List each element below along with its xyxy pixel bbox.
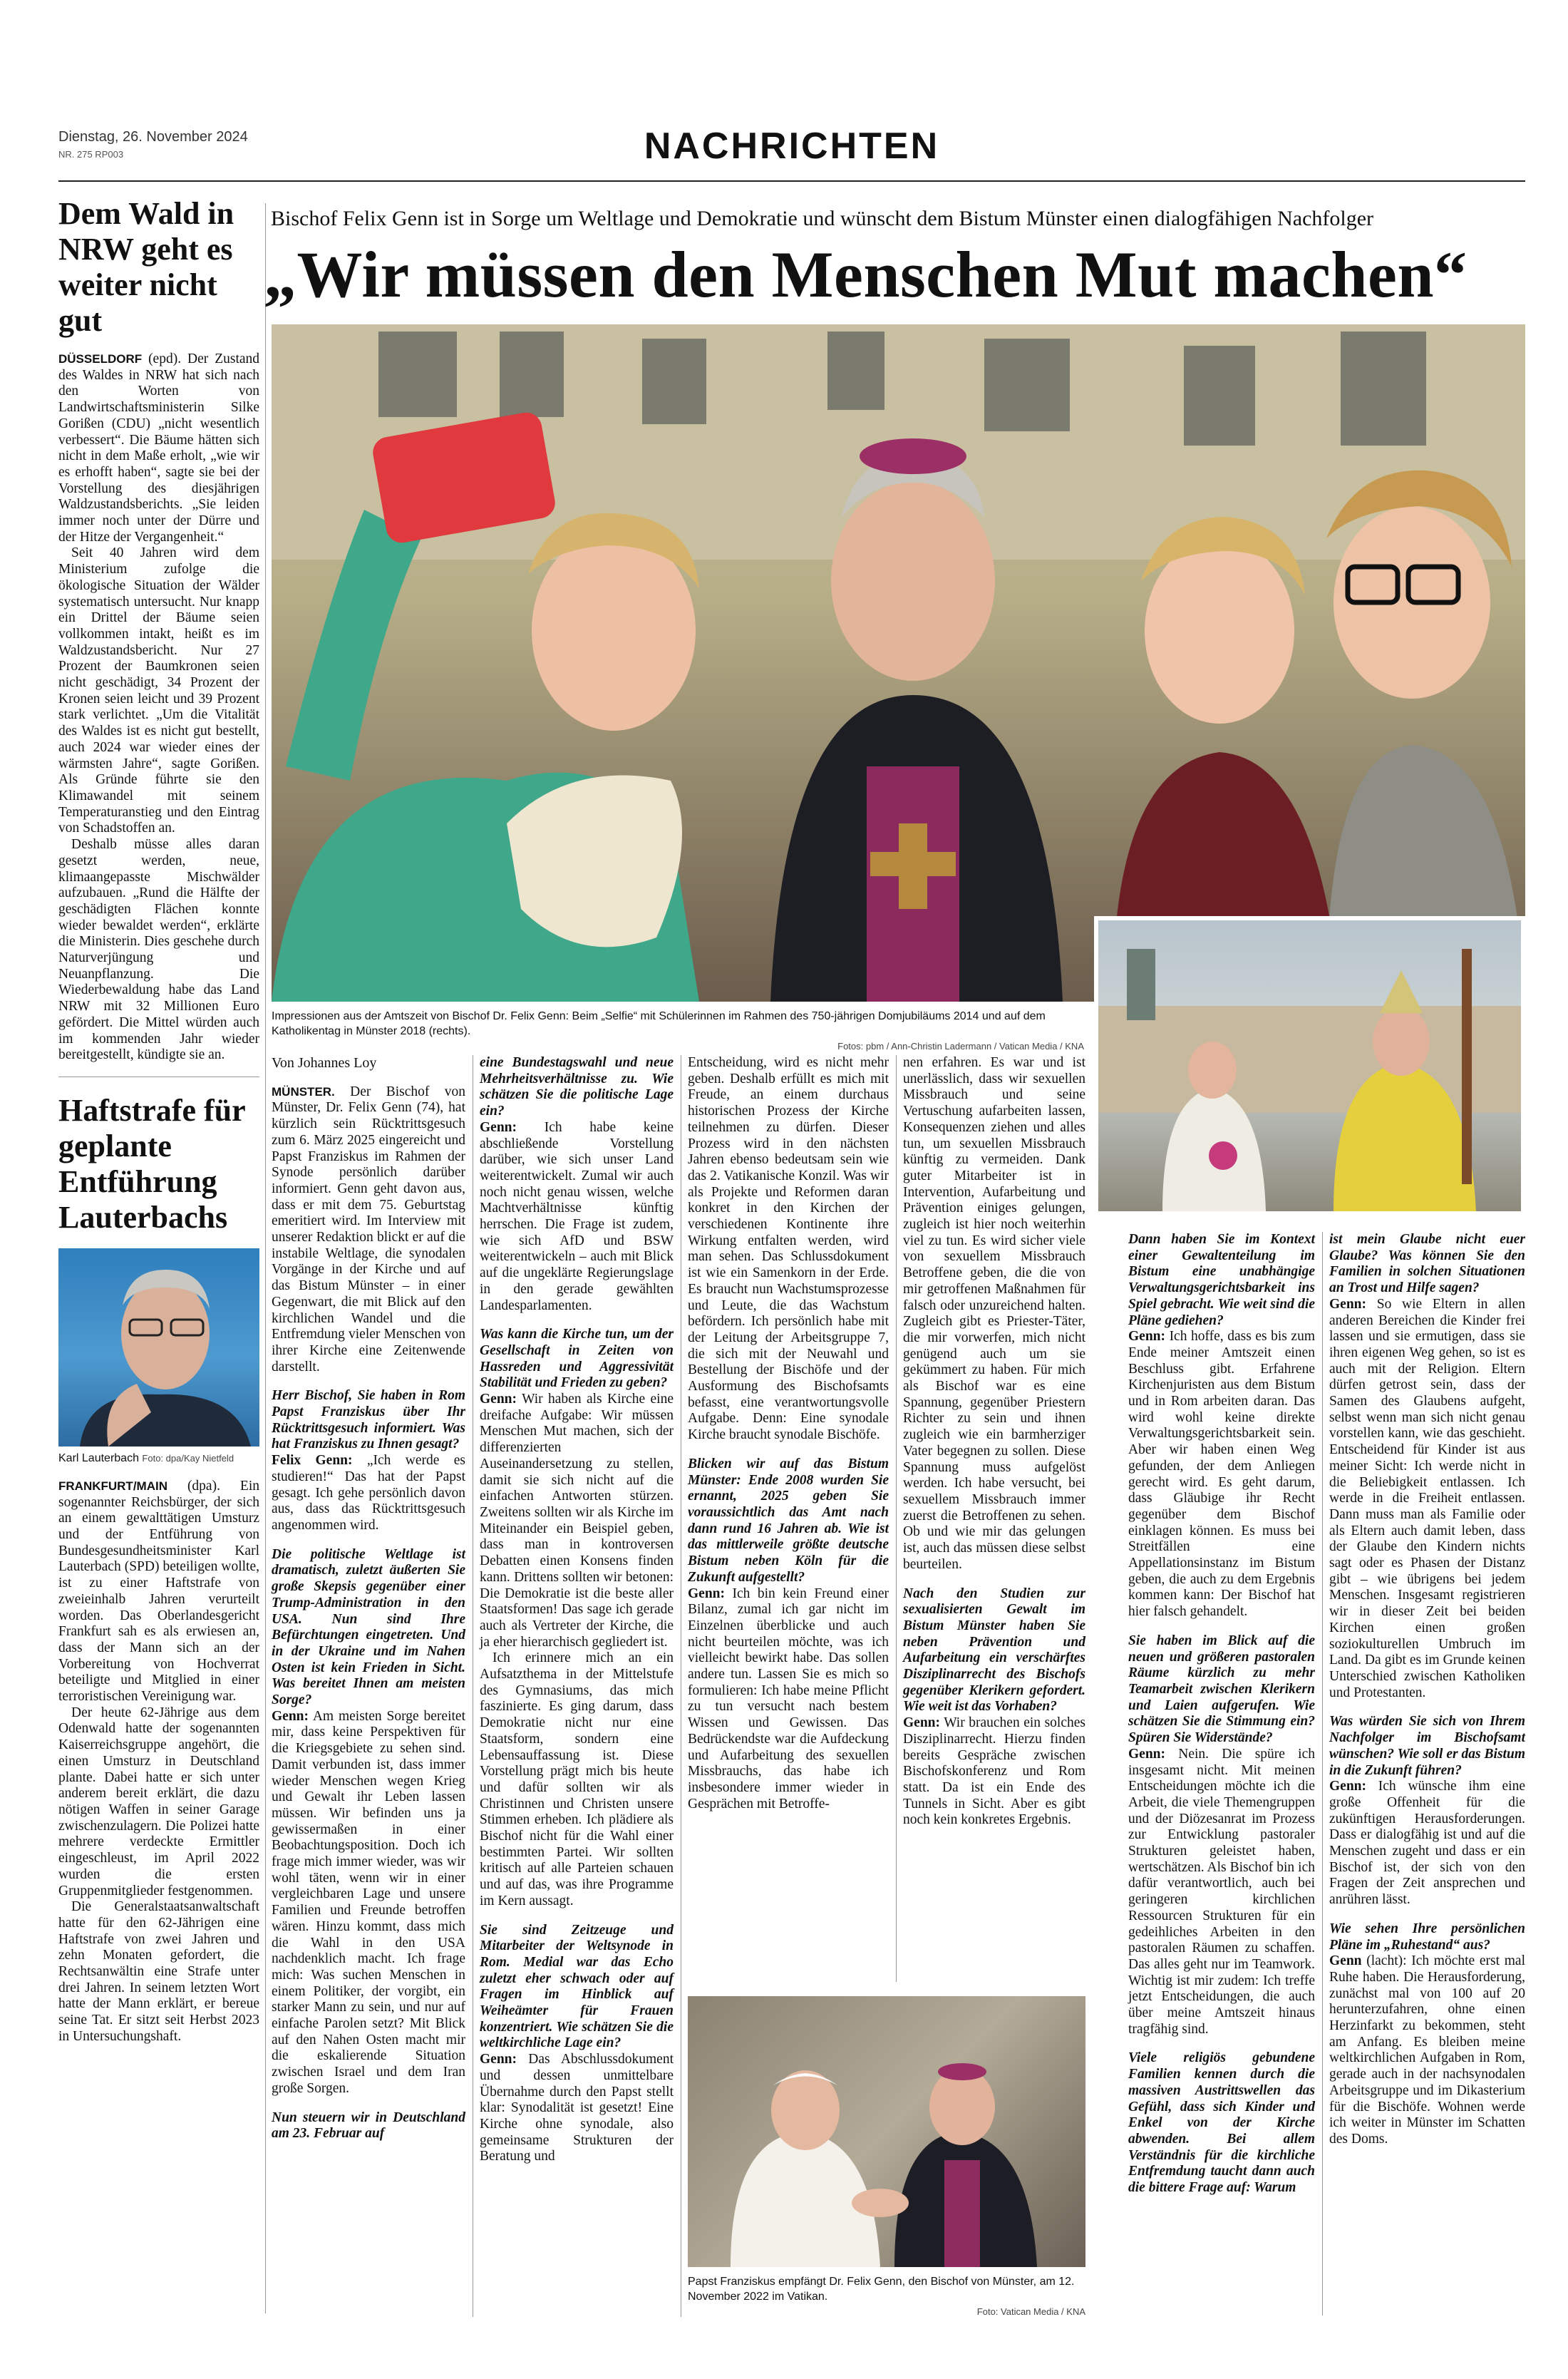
lauterbach-headline: Haftstrafe für geplante Entführung Lauterbachs bbox=[58, 1092, 245, 1235]
interview-question: Blicken wir auf das Bistum Münster: Ende 2008 wurden Sie ernannt, 2025 geben Sie voraussichtlich das Amt nach dann rund 16 Jahren ab. Wie ist das mittlerweile größte deutsche Bistum neben Köln für die Zukunft aufgestellt? bbox=[688, 1456, 889, 1585]
pope-photo-caption: Papst Franziskus empfängt Dr. Felix Genn, den Bischof von Münster, am 12. November 2022 im Vatikan. Foto: Vatican Media / KNA bbox=[688, 2276, 1085, 2317]
masthead bbox=[58, 125, 1525, 182]
column-rule bbox=[265, 203, 266, 2313]
wald-agency: (epd). bbox=[148, 351, 182, 366]
interview-answer: Genn: So wie Eltern in allen anderen Bereichen die Kinder frei lassen und sie ermutigen, dass sie ihren eigenen Weg gehen, so ist es auch mit der Religion. Eltern dürfen getrost sein, dass der Samen des Glaubens aufgeht, selbst wenn man sich nicht genau vorstellen kann, wie das geschieht. Entscheidend für Kinder ist aus meiner Sicht: Ich werde nicht in die Beliebigkeit entlassen. Ich werde in die Freiheit entlassen. Dann muss man als Familie oder als Eltern auch damit leben, dass der Glaube den Kindern nichts sagt oder es Phasen der Distanz gibt – wie übrigens bei jedem Menschen. Insgesamt registrieren wir in dieser Zeit bei beiden Kirchen einen großen soziokulturellen Umbruch im Land. Da gibt es im Grunde keinen Unterschied zwischen Katholiken und Protestanten. bbox=[1329, 1296, 1525, 1700]
interview-question: Wie sehen Ihre persönlichen Pläne im „Ruhestand“ aus? bbox=[1329, 1921, 1525, 1953]
pope-photo bbox=[688, 1996, 1085, 2267]
interview-question: ist mein Glaube nicht euer Glaube? Was können Sie den Familien in solchen Situationen an Trost und Hilfe sagen? bbox=[1329, 1232, 1525, 1296]
wald-paragraph: Seit 40 Jahren wird dem Ministerium zufolge die ökologische Situation der Wälder systematisch untersucht. Nur knapp ein Drittel der Bäume seien vollkommen intakt, heißt es im Waldzustandsbericht. Nur 27 Prozent der Baumkronen seien nicht geschädigt, 34 Prozent der Kronen seien leicht und 39 Prozent stark verlichtet. „Um die Vitalität des Waldes ist es nicht gut bestellt, auch 2024 war wieder eines der wärmsten Jahre“, sagte Gorißen. Als Gründe führte sie den Klimawandel mit seinem Temperaturanstieg und den Eintrag von Schadstoffen an. bbox=[58, 545, 259, 836]
lauterbach-photo bbox=[58, 1248, 259, 1447]
column-rule bbox=[896, 1055, 897, 1982]
speaker-label: Genn: bbox=[1329, 1296, 1367, 1312]
issue-number: NR. 275 RP003 bbox=[58, 149, 124, 160]
speaker-label: Felix Genn: bbox=[272, 1453, 353, 1469]
speaker-label: Genn bbox=[1329, 1953, 1362, 1969]
wald-paragraph: Deshalb müsse alles daran gesetzt werden, neue, klimaangepasste Mischwälder aufzubauen. „Rund die Hälfte der geschädigten Flächen konnte wieder bewaldet werden“, erklärte die Ministerin. Dies geschehe durch Naturverjüngung und Neuanpflanzung. Die Wiederbewaldung habe das Land NRW mit 32 Millionen Euro gefördert. Die Mittel würden auch im kommenden Jahr wieder bereitgestellt, kündigte sie an. bbox=[58, 837, 259, 1063]
interview-question: Herr Bischof, Sie haben in Rom Papst Franziskus über Ihr Rücktrittsgesuch informiert. Was hat Franziskus zu Ihnen gesagt? bbox=[272, 1388, 465, 1452]
speaker-label: Genn: bbox=[480, 1119, 517, 1135]
wald-dateline: DÜSSELDORF bbox=[58, 352, 143, 366]
interview-question: Dann haben Sie im Kontext einer Gewaltenteilung im Bistum eine unabhängige Verwaltungsgerichtsbarkeit ins Spiel gebracht. Wie weit sind die Pläne gediehen? bbox=[1128, 1232, 1315, 1328]
article-paragraph: nen erfahren. Es war und ist unerlässlich, dass wir sexuellen Missbrauch und seine Vertuschung aufarbeiten lassen, Konsequenzen ziehen und alles tun, um sexuellen Missbrauch künftig zu vermeiden. Dank guter Mitarbeiter ist in Intervention, Aufarbeitung und Prävention einiges gelungen, zugleich ist hier noch weiterhin viel zu tun. Es wird sicher viele von sexuellem Missbrauch Betroffene geben, die die von mir getroffenen Maßnahmen für falsch oder unzureichend halten. Zugleich gibt es Priester-Täter, die mir vorwerfen, mich nicht genügend auch um sie gekümmert zu haben. Für mich als Bischof war es eine Spannung, gegenüber Priestern Richter zu sein und ihnen zugleich wie ein barmherziger Vater begegnen zu sollen. Diese Spannung muss aufgelöst werden. Ich habe versucht, bei sexuellem Missbrauch immer zuerst die Betroffenen zu sehen. Ob und wie mir das gelungen ist, auch das müssen diese selbst beurteilen. bbox=[903, 1055, 1085, 1572]
wald-paragraph: DÜSSELDORF (epd). Der Zustand des Waldes in NRW hat sich nach den Worten von Landwirtschaftsministerin Silke Gorißen (CDU) „nicht wesentlich verbessert“. Die Bäume hätten sich nicht in dem Maße erholt, „wie wir es erhofft haben“, sagte sie bei der Vorstellung des diesjährigen Waldzustandsberichts. „Sie leiden immer noch unter der Dürre und der Hitze der Vergangenheit.“ bbox=[58, 351, 260, 545]
left-column bbox=[58, 196, 259, 2045]
section-title: NACHRICHTEN bbox=[644, 125, 940, 167]
article-column-5 bbox=[1128, 1232, 1315, 2196]
article-column-2 bbox=[480, 1055, 674, 2165]
interview-question: Was kann die Kirche tun, um der Gesellschaft in Zeiten von Hassreden und Aggressivität Stabilität und Frieden zu geben? bbox=[480, 1327, 674, 1391]
interview-answer: Genn: Nein. Die spüre ich insgesamt nicht. Mit meinen Entscheidungen möchte ich die Arbeit, die viele Themengruppen und der Diözesanrat im Prozess zur Entwicklung pastoraler Strukturen geleistet haben, wertschätzen. Als Bischof bin ich dafür verantwortlich, auch bei geringeren kirchlichen Ressourcen Strukturen für ein gedeihliches Arbeiten in den pastoralen Räumen zu schaffen. Das alles geht nur im Teamwork. Wichtig ist mir zudem: Ich treffe jetzt Entscheidungen, die auch über meine Amtszeit hinaus tragfähig sind. bbox=[1128, 1746, 1315, 2037]
interview-answer: Genn: Wir haben als Kirche eine dreifache Aufgabe: Wir müssen Menschen Mut machen, sich der differenzierten Auseinandersetzung zu stellen, damit sie sich nicht auf die einfachen Antworten stürzen. Zweitens sollten wir als Kirche im Miteinander ein Beispiel geben, dass man in kontroversen Debatten einen Konsens finden kann. Drittens sollten wir betonen: Die Demokratie ist die beste aller Staatsformen! Das sage ich gerade auch als Vertreter der Kirche, die ja eher hierarchisch gegliedert ist. bbox=[480, 1392, 674, 1650]
interview-question: Nach den Studien zur sexualisierten Gewalt im Bistum Münster haben Sie neben Prävention und Aufarbeitung ein verschärftes Disziplinarrecht des Bischofs gegenüber Klerikern gefordert. Wie weit ist das Vorhaben? bbox=[903, 1586, 1085, 1715]
speaker-label: Genn: bbox=[1128, 1746, 1166, 1762]
byline: Von Johannes Loy bbox=[272, 1055, 377, 1071]
lauterbach-paragraph: FRANKFURT/MAIN (dpa). Ein sogenannter Reichsbürger, der sich an einem gewalttätigen Umsturz und der Entführung von Bundesgesundheitsminister Karl Lauterbach (SPD) beteiligen wollte, ist zu einer Haftstrafe von zweieinhalb Jahren verurteilt worden. Das Oberlandesgericht Frankfurt sah es als erwiesen an, dass der Mann sich an der Vorbereitung von Hochverrat beteiligte und Mitglied in einer terroristischen Vereinigung war. bbox=[58, 1478, 260, 1705]
dateline: MÜNSTER. bbox=[272, 1084, 335, 1099]
speaker-label: Genn: bbox=[1329, 1779, 1367, 1794]
interview-question: Sie sind Zeitzeuge und Mitarbeiter der Weltsynode in Rom. Medial war das Echo zuletzt eher schwach oder auf Fragen im Hinblick auf Weiheämter für Frauen konzentriert. Wie schätzen Sie die weltkirchliche Lage ein? bbox=[480, 1922, 674, 2051]
speaker-label: Genn: bbox=[903, 1715, 941, 1731]
speaker-label: Genn: bbox=[272, 1708, 309, 1724]
lauterbach-caption: Karl Lauterbach Foto: dpa/Kay Nietfeld bbox=[58, 1451, 234, 1464]
wald-headline: Dem Wald in NRW geht es weiter nicht gut bbox=[58, 196, 234, 338]
interview-answer: Genn: Ich habe keine abschließende Vorstellung darüber, wie sich unser Land weiterentwickelt. Zumal wir auch noch nicht genau wissen, welche Machtverhältnisse künftig herrschen. Die Frage ist zudem, wie sich AfD und BSW weiterentwickeln – auch mit Blick auf die ungeklärte Regierungslage in den gerade gewählten Landesparlamenten. bbox=[480, 1119, 674, 1313]
article-column-3 bbox=[688, 1055, 889, 1812]
article-column-1 bbox=[272, 1055, 465, 2142]
interview-question: eine Bundestagswahl und neue Mehrheitsverhältnisse zu. Wie schätzen Sie die politische Lage ein? bbox=[480, 1055, 674, 1119]
main-headline: „Wir müssen den Menschen Mut machen“ bbox=[264, 238, 1468, 311]
interview-answer: Genn: Ich bin kein Freund einer Bilanz, zumal ich gar nicht im Einzelnen überblicke und auch nicht beurteilen möchte, was ich vielleicht bewirkt habe. Das sollen andere tun. Lassen Sie es mich so formulieren: Ich habe meine Pflicht zu tun versucht nach bestem Wissen und Gewissen. Das Bedrückendste war die Aufdeckung und Aufarbeitung des sexuellen Missbrauchs, das habe ich insbesondere immer wieder in Gesprächen mit Betroffe- bbox=[688, 1586, 889, 1812]
interview-answer: Genn: Am meisten Sorge bereitet mir, dass keine Perspektiven für die Kriegsgebiete zu sehen sind. Damit verbunden ist, dass immer wieder Menschen wegen Krieg und Gewalt ihr Leben lassen müssen. Wir befinden uns ja gewissermaßen in einer Beobachtungsposition. Doch ich frage mich immer wieder, was wir wohl täten, wenn wir in einer vergleichbaren Lage und unsere Familien und Freunde betroffen wären. Hinzu kommt, dass mich die Wahl in den USA nachdenklich macht. Ich frage mich: Was suchen Menschen in einem Politiker, der vorgibt, ein starker Mann zu sein, und nur auf einfache Parolen setzt? Mit Blick auf den Nahen Osten macht mir die eskalierende Situation zwischen Israel und dem Iran große Sorgen. bbox=[272, 1708, 465, 2096]
katholikentag-photo bbox=[1094, 916, 1525, 1216]
interview-question: Viele religiös gebundene Familien kennen durch die massiven Austrittswellen das Gefühl, dass sich Kinder und Enkel von der Kirche abwenden. Bei allem Verständnis für die kirchliche Entfremdung taucht dann auch die bittere Frage auf: Warum bbox=[1128, 2050, 1315, 2196]
interview-answer: Genn: Wir brauchen ein solches Disziplinarrecht. Hierzu finden bereits Gespräche zwischen Bischofskonferenz und Rom statt. Da ist ein Ende des Tunnels in Sicht. Aber es gibt noch kein konkretes Ergebnis. bbox=[903, 1715, 1085, 1828]
selfie-photo bbox=[272, 324, 1525, 1002]
interview-question: Sie haben im Blick auf die neuen und größeren pastoralen Räume kürzlich zu mehr Teamarbeit zwischen Klerikern und Laien aufgerufen. Wie schätzen Sie die Stimmung ein? Spüren Sie Widerstände? bbox=[1128, 1633, 1315, 1746]
speaker-label: Genn: bbox=[480, 1392, 517, 1407]
article-column-6 bbox=[1329, 1232, 1525, 2148]
issue-date: Dienstag, 26. November 2024 bbox=[58, 129, 248, 145]
main-kicker: Bischof Felix Genn ist in Sorge um Weltlage und Demokratie und wünscht dem Bistum Münster einen dialogfähigen Nachfolger bbox=[271, 207, 1374, 230]
lauterbach-paragraph: Die Generalstaatsanwaltschaft hatte für den 62-Jährigen eine Haftstrafe von zwei Jahren und zehn Monaten gefordert, die Rechtsanwältin eine Strafe unter drei Jahren. In seinem letzten Wort hatte der Mann erklärt, er bereue seine Tat. Er sitzt seit Herbst 2023 in Untersuchungshaft. bbox=[58, 1899, 259, 2044]
interview-question: Was würden Sie sich von Ihrem Nachfolger im Bischofsamt wünschen? Wie soll er das Bistum in die Zukunft führen? bbox=[1329, 1714, 1525, 1778]
interview-answer: Genn (lacht): Ich möchte erst mal Ruhe haben. Die Herausforderung, zunächst mal von 100 auf 20 herunterzufahren, ohne einen Herzinfarkt zu bekommen, steht am Anfang. Es bleiben meine weltkirchlichen Aufgaben in Rom, gerade auch in der nachsynodalen Arbeitsgruppe und im Dikasterium für die Bischöfe. Wohnen werde ich weiter in Münster im Schatten des Doms. bbox=[1329, 1953, 1525, 2147]
speaker-label: Genn: bbox=[1128, 1329, 1166, 1345]
column-rule bbox=[1322, 1232, 1323, 2316]
speaker-label: Genn: bbox=[480, 2052, 517, 2067]
interview-answer: Genn: Ich wünsche ihm eine große Offenheit für die zukünftigen Herausforderungen. Dass er dialogfähig ist und auf die Menschen zugeht und dass er ein Bischof ist, der sich von den Fragen der Zeit ansprechen und anrühren lässt. bbox=[1329, 1779, 1525, 1908]
interview-answer: Genn: Ich hoffe, dass es bis zum Ende meiner Amtszeit einen Beschluss gibt. Erfahrene Kirchenjuristen aus dem Bistum und in Rom arbeiten daran. Das wird wohl keine direkte Verwaltungsgerichtsbarkeit sein. Aber wir haben einen Weg gefunden, der dem Anliegen gerecht wird. Es geht darum, dass Gläubige ihr Recht gegenüber dem Bischof einklagen können. Es muss bei Streitfällen eine Appellationsinstanz im Bistum geben, die auch zu dem Ergebnis kommen kann: Der Bischof hat hier falsch gehandelt. bbox=[1128, 1329, 1316, 1620]
interview-answer: MÜNSTER. Der Bischof von Münster, Dr. Felix Genn (74), hat kürzlich sein Rücktrittsgesuch zum 6. März 2025 eingereicht und Papst Franziskus im Rahmen der Synode persönlich darüber informiert. Genn geht davon aus, dass er mit dem 75. Geburtstag emeritiert wird. Im Interview mit unserer Redaktion blickt er auf die instabile Weltlage, die synodalen Vorgänge in der Kirche und auf das Bistum Münster – in einer Gegenwart, die mit Blick auf den kirchlichen Wandel und die Entfremdung vieler Menschen von ihrer Kirche eine Zeitenwende darstellt. bbox=[272, 1084, 465, 1375]
interview-answer: Felix Genn: „Ich werde es studieren!“ Das hat der Papst gesagt. Ich gehe persönlich davon aus, dass das Rücktrittsgesuch angenommen wird. bbox=[272, 1453, 466, 1533]
article-paragraph: Entscheidung, wird es nicht mehr geben. Deshalb erfüllt es mich mit Freude, an einem durchaus historischen Prozess der Kirche teilnehmen zu dürfen. Dieser Prozess wird in den nächsten Jahren ebenso bedeutsam sein wie das 2. Vatikanische Konzil. Was wir als Projekte und Reformen daran konkret in den Kirchen der verschiedenen Kontinente ihre Wirkung entfalten werden, wird man sehen. Das Schlussdokument ist wie ein Samenkorn in der Erde. Es braucht nun Wachstumsprozesse und Leute, die das Wachstum befördern. Ich persönlich habe mit der Leitung der Arbeitsgruppe 7, die sich mit der Neuwahl und Bestellung der Bischöfe und der Ausformung des Bischofsamts befasst, eine verantwortungsvolle Aufgabe. Denn: Eine synodale Kirche braucht synodale Bischöfe. bbox=[688, 1055, 889, 1443]
article-paragraph: Ich erinnere mich an ein Aufsatzthema in der Mittelstufe des Gymnasiums, das mich faszinierte. Es ging darum, dass Demokratie nicht nur eine Staatsform, sondern eine Lebensauffassung ist. Diese Vorstellung prägt mich bis heute und dafür sollten wir als Christinnen und Christen unsere Stimmen erheben. Ich plädiere als Bischof nicht für die Wahl einer bestimmten Partei. Wir sollten kritisch auf alle Parteien schauen und auf das, was ihre Programme im Kern aussagt. bbox=[480, 1650, 674, 1908]
wald-article-body bbox=[58, 351, 259, 1064]
main-photo-caption: Impressionen aus der Amtszeit von Bischof Dr. Felix Genn: Beim „Selfie“ mit Schülerinnen im Rahmen des 750-jährigen Domjubiläums 2014 und auf dem Katholikentag in Münster 2018 (rechts). Fotos: pbm / Ann-Christin Ladermann / Vatican Media / KNA bbox=[272, 1010, 1084, 1052]
article-column-4 bbox=[903, 1055, 1085, 1829]
lauterbach-article-body bbox=[58, 1479, 259, 2045]
interview-question: Die politische Weltlage ist dramatisch, zuletzt äußerten Sie große Skepsis gegenüber einer Trump-Administration in den USA. Nun sind Ihre Befürchtungen eingetreten. Und in der Ukraine und im Nahen Osten ist kein Frieden in Sicht. Was bereitet Ihnen am meisten Sorge? bbox=[272, 1546, 465, 1708]
speaker-label: Genn: bbox=[688, 1586, 726, 1601]
interview-answer: Genn: Das Abschlussdokument und dessen unmittelbare Übernahme durch den Papst stellt klar: Synodalität ist gesetzt! Eine Kirche ohne synodale, also gemeinsame Strukturen der Beratung und bbox=[480, 2052, 674, 2164]
interview-question: Nun steuern wir in Deutschland am 23. Februar auf bbox=[272, 2110, 465, 2142]
lauterbach-paragraph: Der heute 62-Jährige aus dem Odenwald hatte der sogenannten Kaiserreichsgruppe angehört, die einen Umsturz in Deutschland plante. Dabei hatte er sich unter anderem bereit erklärt, die dazu nötigen Waffen in seiner Garage zwischenzulagern. Die Polizei hatte mehrere verdeckte Ermittler eingeschleust, im April 2022 wurden die ersten Gruppenmitglieder festgenommen. bbox=[58, 1705, 259, 1898]
